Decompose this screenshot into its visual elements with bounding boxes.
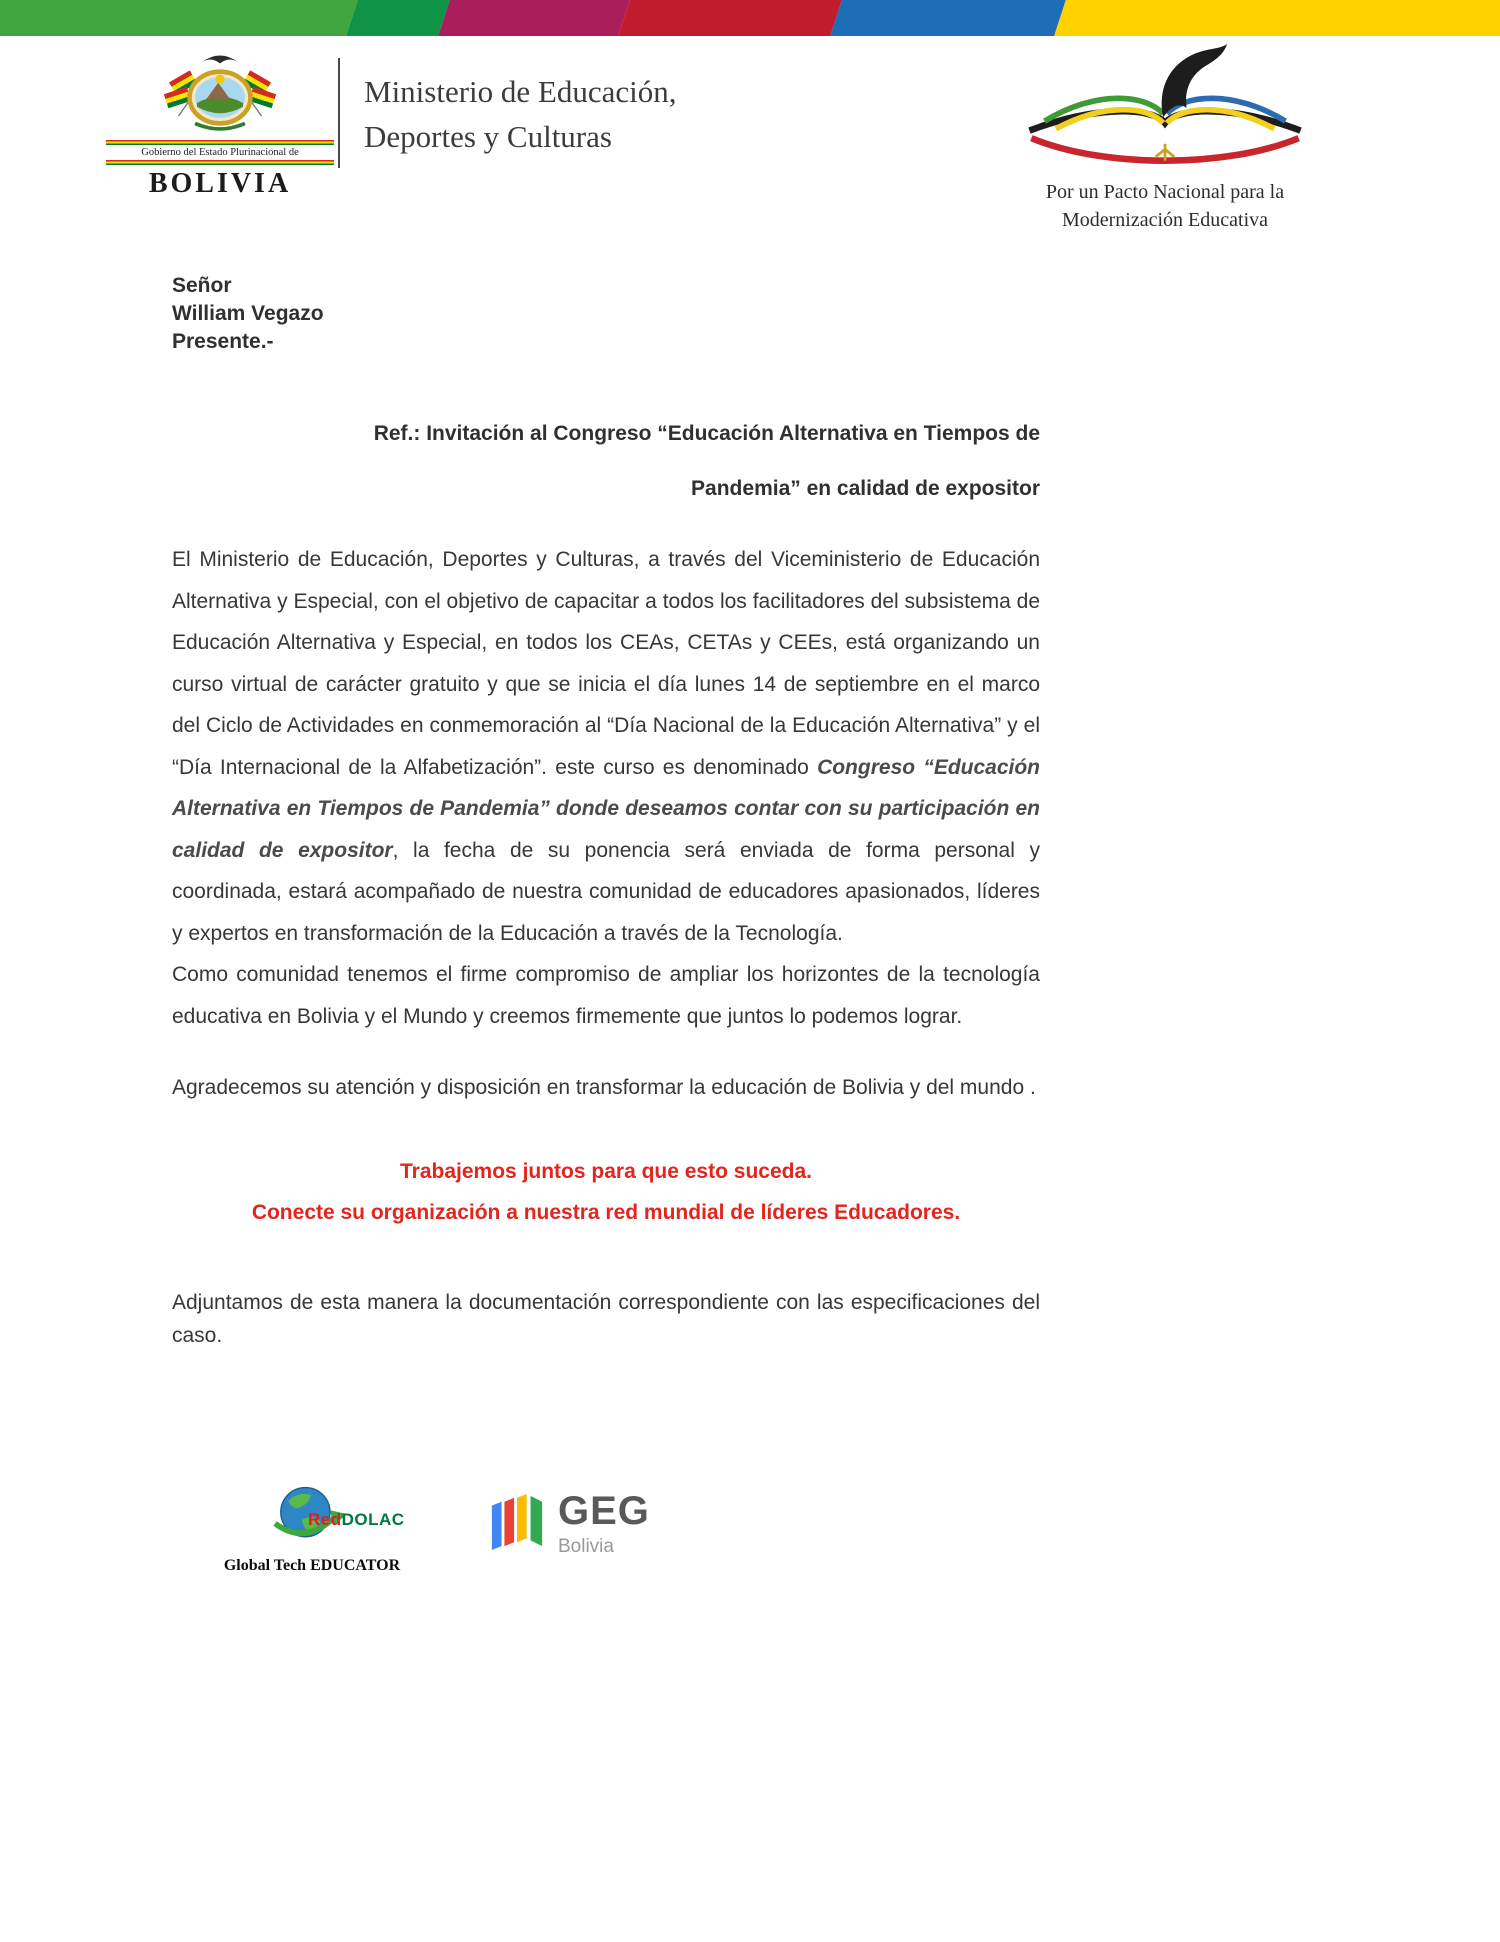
color-bar-segment-green (0, 0, 358, 36)
red-slogan-block (172, 1151, 1040, 1234)
reference-line-2: Pandemia” en calidad de expositor (691, 477, 1040, 500)
bolivia-government-block (106, 44, 334, 200)
pact-logo-block (985, 44, 1345, 234)
global-tech-educator-caption: Global Tech EDUCATOR (223, 1557, 401, 1574)
ministry-name-line-2: Deportes y Culturas (364, 118, 612, 154)
pact-motto-line-1: Por un Pacto Nacional para la (1045, 181, 1285, 203)
ministry-name-line-1: Ministerio de Educación, (364, 74, 677, 109)
reference-block (172, 420, 1040, 503)
body-paragraph-1 (172, 539, 1040, 954)
ministry-name (364, 70, 677, 160)
red-slogan-line-2: Conecte su organización a nuestra red mundial de líderes Educadores. (251, 1201, 961, 1224)
letter-content (172, 272, 1040, 1352)
body-paragraph-4: Adjuntamos de esta manera la documentación correspondiente con las especificaciones del caso. (172, 1290, 1040, 1347)
recipient-presente: Presente.- (172, 330, 274, 353)
reddolac-wordmark-rest: DOLAC (341, 1510, 405, 1529)
geg-logo-block (488, 1490, 650, 1559)
color-bar-segment-yellow (1054, 0, 1500, 36)
bolivia-coat-of-arms-icon (106, 44, 334, 140)
letterhead-divider (338, 58, 340, 168)
geg-text-block (558, 1491, 650, 1558)
geg-open-book-icon (488, 1490, 546, 1559)
recipient-block (172, 272, 1040, 356)
color-bar-segment-magenta (438, 0, 630, 36)
reddolac-wordmark (308, 1510, 405, 1530)
color-bar-segment-red (618, 0, 842, 36)
recipient-name: William Vegazo (172, 302, 324, 325)
pact-motto-line-2: Modernización Educativa (1061, 209, 1269, 231)
reference-line-1: Ref.: Invitación al Congreso “Educación Alternativa en Tiempos de (373, 422, 1040, 445)
body-paragraph-3: Agradecemos su atención y disposición en transformar la educación de Bolivia y del mundo . (172, 1076, 1036, 1099)
color-bar-segment-dark-green (346, 0, 450, 36)
globe-arrow-logo-icon (269, 1537, 355, 1554)
red-slogan-line-1: Trabajemos juntos para que esto suceda. (400, 1159, 812, 1183)
bolivia-flag-stripe (106, 160, 334, 165)
footer-logos (212, 1480, 650, 1575)
reddolac-wordmark-red: Red (308, 1510, 342, 1529)
body-paragraph-2: Como comunidad tenemos el firme compromiso de ampliar los horizontes de la tecnología educativa en Bolivia y el Mundo y creemos firmemente que juntos lo podemos lograr. (172, 963, 1040, 1028)
recipient-salutation: Señor (172, 274, 232, 297)
pact-motto (985, 178, 1345, 234)
paragraph-1-emphasis: Congreso “Educación Alternativa en Tiempos de Pandemia” donde deseamos contar con su participación en calidad de expositor (172, 755, 1041, 862)
paragraph-1-text-end: , la fecha de su ponencia será enviada de forma personal y coordinada, estará acompañado de nuestra comunidad de educadores apasionados, líderes y expertos en transformación de la Educación a través de la Tecnología. (172, 838, 1041, 945)
government-label: Gobierno del Estado Plurinacional de (141, 147, 299, 158)
header-color-bar (0, 0, 1500, 36)
color-bar-segment-blue (830, 0, 1066, 36)
country-name: BOLIVIA (148, 168, 292, 199)
geg-name: GEG (558, 1489, 650, 1533)
paragraph-1-text-start: El Ministerio de Educación, Deportes y Culturas, a través del Viceministerio de Educación Alternativa y Especial, con el objetivo de capacitar a todos los facilitadores del subsistema de Educación Alternativa y Especial, en todos los CEAs, CETAs y CEEs, está organizando un curso virtual de carácter gratuito y que se inicia el día lunes 14 de septiembre en el marco del Ciclo de Actividades en conmemoración al “Día Nacional de la Educación Alternativa” y el “Día Internacional de la Alfabetización”. este curso es denominado (172, 548, 1040, 779)
reddolac-logo-block (212, 1480, 412, 1575)
geg-region: Bolivia (558, 1536, 614, 1557)
open-book-bird-logo-icon (985, 44, 1345, 172)
